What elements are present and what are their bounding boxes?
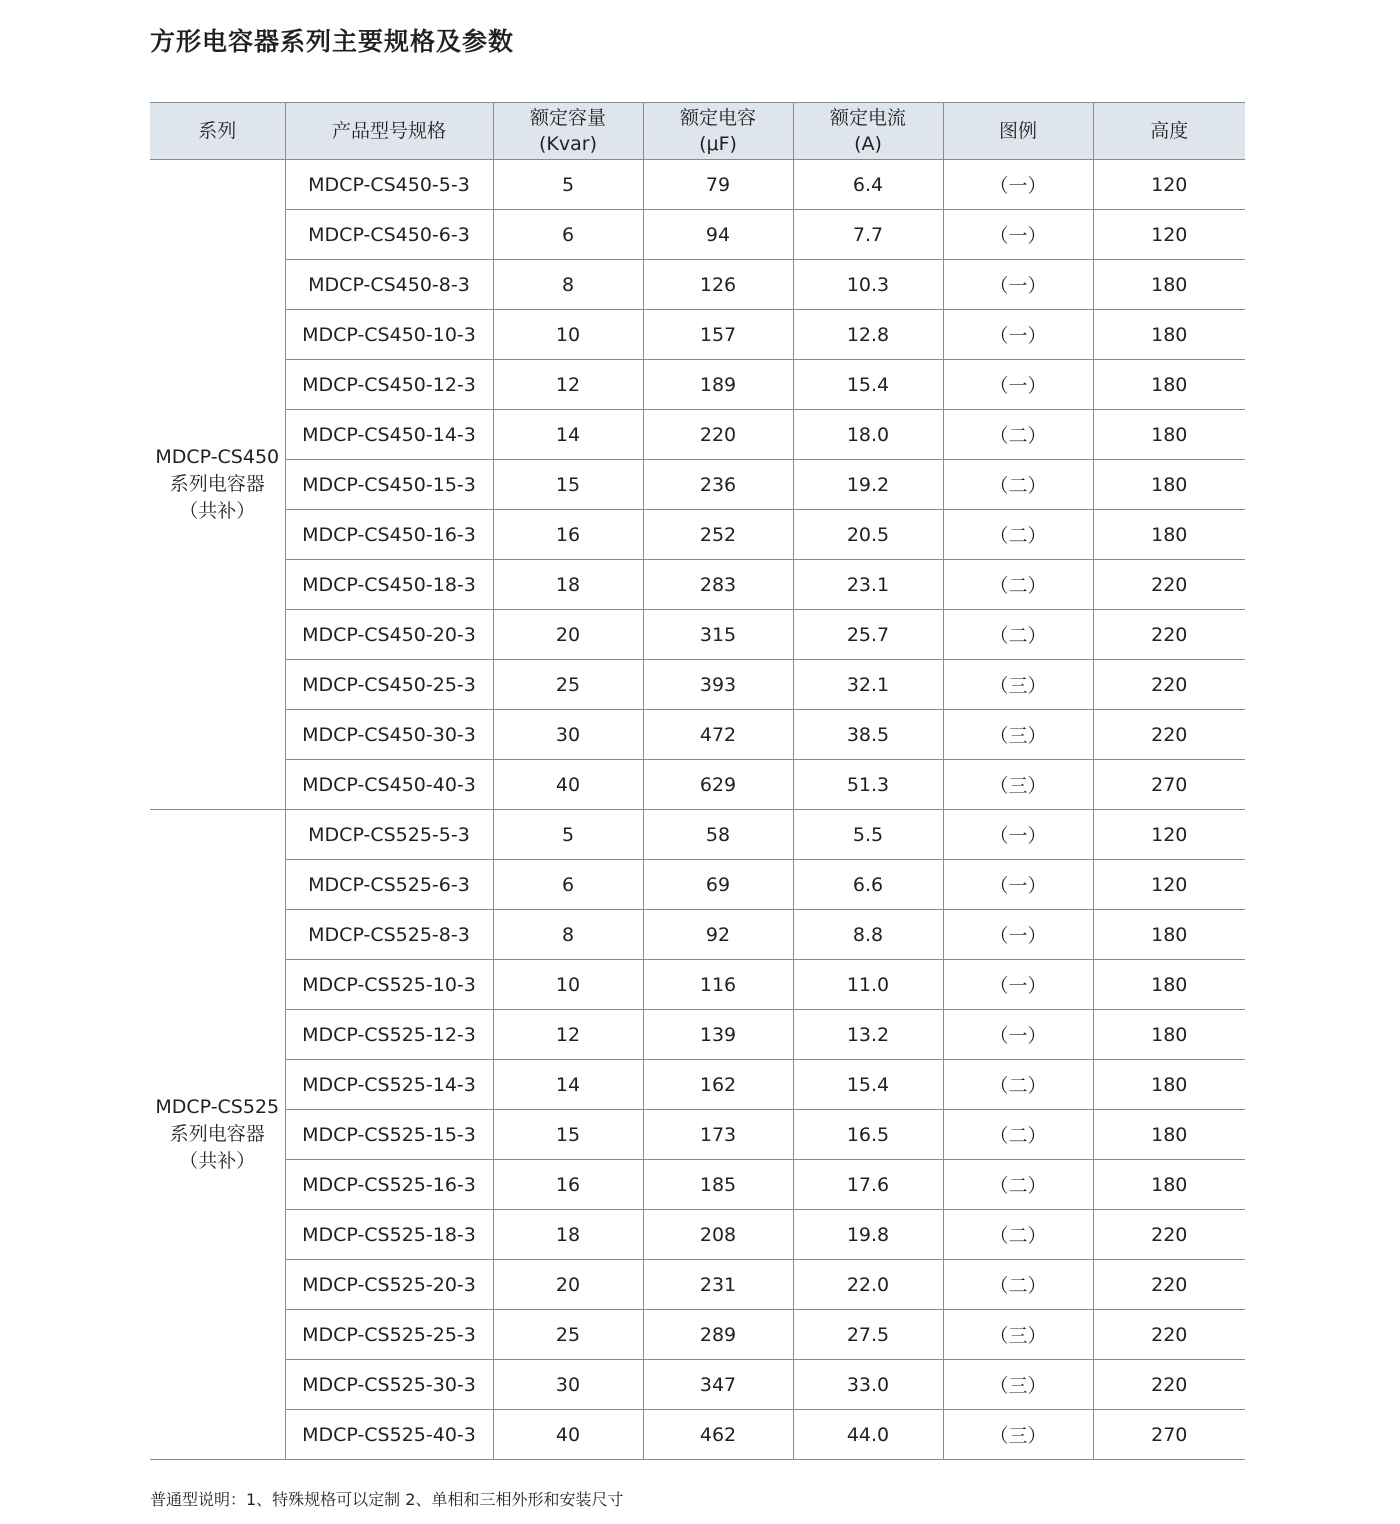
height-cell: 220 [1093, 1360, 1245, 1410]
table-row [150, 1010, 1245, 1060]
figure-cell: （三） [943, 660, 1093, 710]
table-row [150, 360, 1245, 410]
capacity-cell: 8 [493, 910, 643, 960]
capacitance-cell: 462 [643, 1410, 793, 1460]
capacitance-cell: 94 [643, 210, 793, 260]
figure-cell: （三） [943, 1410, 1093, 1460]
model-cell: MDCP-CS525-12-3 [285, 1010, 493, 1060]
capacity-cell: 6 [493, 860, 643, 910]
current-cell: 12.8 [793, 310, 943, 360]
series-cell [150, 810, 285, 1460]
series-label-line: （共补） [179, 500, 256, 522]
model-cell: MDCP-CS450-40-3 [285, 760, 493, 810]
height-cell: 220 [1093, 610, 1245, 660]
table-row [150, 210, 1245, 260]
capacitance-cell: 92 [643, 910, 793, 960]
header-figure: 图例 [943, 103, 1093, 160]
capacity-cell: 40 [493, 760, 643, 810]
figure-cell: （二） [943, 1210, 1093, 1260]
height-cell: 220 [1093, 1310, 1245, 1360]
figure-cell: （二） [943, 1060, 1093, 1110]
series-label-line: MDCP-CS450 [155, 446, 280, 468]
model-cell: MDCP-CS450-15-3 [285, 460, 493, 510]
capacity-cell: 18 [493, 560, 643, 610]
capacitance-cell: 347 [643, 1360, 793, 1410]
table-row [150, 1410, 1245, 1460]
capacity-cell: 16 [493, 1160, 643, 1210]
table-row [150, 1060, 1245, 1110]
figure-cell: （一） [943, 960, 1093, 1010]
capacity-cell: 20 [493, 610, 643, 660]
table-row [150, 1110, 1245, 1160]
capacity-cell: 25 [493, 660, 643, 710]
current-cell: 16.5 [793, 1110, 943, 1160]
model-cell: MDCP-CS450-8-3 [285, 260, 493, 310]
model-cell: MDCP-CS525-18-3 [285, 1210, 493, 1260]
current-cell: 6.4 [793, 160, 943, 210]
figure-cell: （一） [943, 360, 1093, 410]
figure-cell: （三） [943, 1310, 1093, 1360]
height-cell: 270 [1093, 1410, 1245, 1460]
series-label-line: 系列电容器 [169, 1123, 265, 1145]
header-height: 高度 [1093, 103, 1245, 160]
current-cell: 10.3 [793, 260, 943, 310]
capacitance-cell: 173 [643, 1110, 793, 1160]
height-cell: 180 [1093, 1060, 1245, 1110]
capacitance-cell: 289 [643, 1310, 793, 1360]
current-cell: 13.2 [793, 1010, 943, 1060]
figure-cell: （一） [943, 210, 1093, 260]
table-row [150, 760, 1245, 810]
series-label-line: 系列电容器 [169, 473, 265, 495]
height-cell: 180 [1093, 360, 1245, 410]
current-cell: 38.5 [793, 710, 943, 760]
figure-cell: （一） [943, 810, 1093, 860]
table-row [150, 1260, 1245, 1310]
table-row [150, 310, 1245, 360]
figure-cell: （二） [943, 1160, 1093, 1210]
figure-cell: （二） [943, 1110, 1093, 1160]
capacitance-cell: 157 [643, 310, 793, 360]
current-cell: 5.5 [793, 810, 943, 860]
capacity-cell: 6 [493, 210, 643, 260]
model-cell: MDCP-CS525-16-3 [285, 1160, 493, 1210]
capacity-cell: 12 [493, 360, 643, 410]
header-model: 产品型号规格 [285, 103, 493, 160]
model-cell: MDCP-CS450-16-3 [285, 510, 493, 560]
current-cell: 27.5 [793, 1310, 943, 1360]
capacity-cell: 14 [493, 1060, 643, 1110]
model-cell: MDCP-CS450-25-3 [285, 660, 493, 710]
table-row [150, 260, 1245, 310]
capacitance-cell: 79 [643, 160, 793, 210]
current-cell: 18.0 [793, 410, 943, 460]
capacitance-cell: 393 [643, 660, 793, 710]
current-cell: 32.1 [793, 660, 943, 710]
footnote: 普通型说明：1、特殊规格可以定制 2、单相和三相外形和安装尺寸 [150, 1490, 624, 1509]
current-cell: 11.0 [793, 960, 943, 1010]
height-cell: 220 [1093, 1210, 1245, 1260]
series-label-line: （共补） [179, 1150, 256, 1172]
table-row [150, 960, 1245, 1010]
capacity-cell: 30 [493, 1360, 643, 1410]
model-cell: MDCP-CS450-5-3 [285, 160, 493, 210]
capacity-cell: 25 [493, 1310, 643, 1360]
current-cell: 7.7 [793, 210, 943, 260]
figure-cell: （一） [943, 860, 1093, 910]
capacity-cell: 20 [493, 1260, 643, 1310]
model-cell: MDCP-CS450-6-3 [285, 210, 493, 260]
current-cell: 8.8 [793, 910, 943, 960]
capacity-cell: 10 [493, 960, 643, 1010]
height-cell: 180 [1093, 1010, 1245, 1060]
figure-cell: （二） [943, 410, 1093, 460]
figure-cell: （三） [943, 760, 1093, 810]
model-cell: MDCP-CS525-30-3 [285, 1360, 493, 1410]
height-cell: 180 [1093, 310, 1245, 360]
figure-cell: （一） [943, 310, 1093, 360]
capacitance-cell: 185 [643, 1160, 793, 1210]
current-cell: 44.0 [793, 1410, 943, 1460]
current-cell: 20.5 [793, 510, 943, 560]
header-rated-current: 额定电流 (A) [793, 103, 943, 160]
current-cell: 25.7 [793, 610, 943, 660]
height-cell: 180 [1093, 260, 1245, 310]
model-cell: MDCP-CS450-14-3 [285, 410, 493, 460]
table-row [150, 610, 1245, 660]
model-cell: MDCP-CS525-6-3 [285, 860, 493, 910]
table-row [150, 1210, 1245, 1260]
capacity-cell: 15 [493, 1110, 643, 1160]
capacitance-cell: 116 [643, 960, 793, 1010]
table-row [150, 660, 1245, 710]
table-row [150, 1360, 1245, 1410]
height-cell: 220 [1093, 660, 1245, 710]
capacitance-cell: 69 [643, 860, 793, 910]
model-cell: MDCP-CS525-40-3 [285, 1410, 493, 1460]
header-row [150, 103, 1245, 160]
table-body [150, 160, 1245, 1460]
height-cell: 180 [1093, 510, 1245, 560]
figure-cell: （一） [943, 260, 1093, 310]
capacity-cell: 12 [493, 1010, 643, 1060]
height-cell: 270 [1093, 760, 1245, 810]
height-cell: 220 [1093, 560, 1245, 610]
table-row [150, 910, 1245, 960]
current-cell: 17.6 [793, 1160, 943, 1210]
header-rated-capacity: 额定容量 (Kvar) [493, 103, 643, 160]
height-cell: 180 [1093, 1110, 1245, 1160]
table-row [150, 710, 1245, 760]
model-cell: MDCP-CS525-14-3 [285, 1060, 493, 1110]
model-cell: MDCP-CS525-15-3 [285, 1110, 493, 1160]
capacitance-cell: 236 [643, 460, 793, 510]
model-cell: MDCP-CS450-18-3 [285, 560, 493, 610]
capacity-cell: 30 [493, 710, 643, 760]
figure-cell: （一） [943, 1010, 1093, 1060]
figure-cell: （二） [943, 1260, 1093, 1310]
capacitance-cell: 629 [643, 760, 793, 810]
height-cell: 120 [1093, 860, 1245, 910]
capacitance-cell: 315 [643, 610, 793, 660]
capacity-cell: 8 [493, 260, 643, 310]
current-cell: 22.0 [793, 1260, 943, 1310]
table-row [150, 1310, 1245, 1360]
figure-cell: （三） [943, 1360, 1093, 1410]
height-cell: 180 [1093, 460, 1245, 510]
height-cell: 180 [1093, 960, 1245, 1010]
current-cell: 23.1 [793, 560, 943, 610]
height-cell: 180 [1093, 410, 1245, 460]
table-row [150, 160, 1245, 210]
capacity-cell: 5 [493, 160, 643, 210]
page-title: 方形电容器系列主要规格及参数 [150, 27, 515, 56]
table-header [150, 103, 1245, 160]
figure-cell: （二） [943, 510, 1093, 560]
table-row [150, 810, 1245, 860]
capacitance-cell: 139 [643, 1010, 793, 1060]
series-label-line: MDCP-CS525 [155, 1096, 280, 1118]
figure-cell: （二） [943, 560, 1093, 610]
model-cell: MDCP-CS450-20-3 [285, 610, 493, 660]
series-cell [150, 160, 285, 810]
height-cell: 180 [1093, 910, 1245, 960]
table-row [150, 510, 1245, 560]
model-cell: MDCP-CS525-5-3 [285, 810, 493, 860]
height-cell: 120 [1093, 160, 1245, 210]
capacity-cell: 18 [493, 1210, 643, 1260]
figure-cell: （一） [943, 910, 1093, 960]
capacitance-cell: 58 [643, 810, 793, 860]
model-cell: MDCP-CS450-12-3 [285, 360, 493, 410]
height-cell: 120 [1093, 210, 1245, 260]
capacitance-cell: 252 [643, 510, 793, 560]
table-row [150, 860, 1245, 910]
height-cell: 220 [1093, 710, 1245, 760]
table-row [150, 1160, 1245, 1210]
current-cell: 19.2 [793, 460, 943, 510]
capacity-cell: 40 [493, 1410, 643, 1460]
current-cell: 51.3 [793, 760, 943, 810]
capacitance-cell: 283 [643, 560, 793, 610]
height-cell: 180 [1093, 1160, 1245, 1210]
capacitance-cell: 208 [643, 1210, 793, 1260]
header-series: 系列 [150, 103, 285, 160]
model-cell: MDCP-CS525-8-3 [285, 910, 493, 960]
current-cell: 15.4 [793, 1060, 943, 1110]
current-cell: 15.4 [793, 360, 943, 410]
figure-cell: （二） [943, 610, 1093, 660]
capacity-cell: 15 [493, 460, 643, 510]
capacity-cell: 10 [493, 310, 643, 360]
header-rated-capacitance: 额定电容 (μF) [643, 103, 793, 160]
figure-cell: （三） [943, 710, 1093, 760]
height-cell: 120 [1093, 810, 1245, 860]
current-cell: 33.0 [793, 1360, 943, 1410]
current-cell: 19.8 [793, 1210, 943, 1260]
capacitance-cell: 189 [643, 360, 793, 410]
capacitance-cell: 220 [643, 410, 793, 460]
capacity-cell: 5 [493, 810, 643, 860]
capacitance-cell: 126 [643, 260, 793, 310]
table-row [150, 460, 1245, 510]
figure-cell: （二） [943, 460, 1093, 510]
figure-cell: （一） [943, 160, 1093, 210]
table-row [150, 410, 1245, 460]
model-cell: MDCP-CS450-10-3 [285, 310, 493, 360]
capacitance-cell: 231 [643, 1260, 793, 1310]
model-cell: MDCP-CS450-30-3 [285, 710, 493, 760]
model-cell: MDCP-CS525-10-3 [285, 960, 493, 1010]
spec-table [150, 102, 1245, 1460]
model-cell: MDCP-CS525-25-3 [285, 1310, 493, 1360]
current-cell: 6.6 [793, 860, 943, 910]
capacitance-cell: 472 [643, 710, 793, 760]
capacity-cell: 14 [493, 410, 643, 460]
model-cell: MDCP-CS525-20-3 [285, 1260, 493, 1310]
height-cell: 220 [1093, 1260, 1245, 1310]
capacity-cell: 16 [493, 510, 643, 560]
capacitance-cell: 162 [643, 1060, 793, 1110]
table-row [150, 560, 1245, 610]
